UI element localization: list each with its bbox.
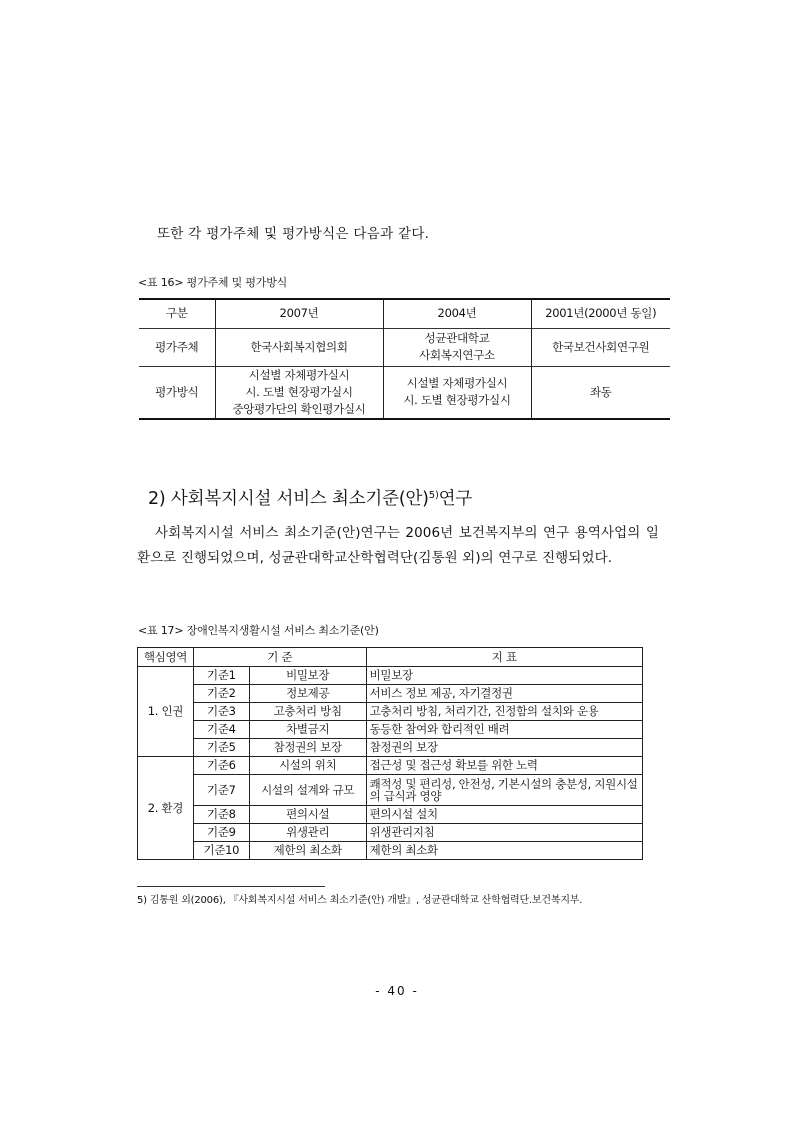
name-cell: 비밀보장 — [249, 667, 366, 685]
header-2004: 2004년 — [383, 299, 531, 328]
standards-table — [137, 647, 643, 860]
name-cell: 시설의 설계와 규모 — [249, 775, 366, 806]
cell-2001: 한국보건사회연구원 — [531, 328, 670, 366]
indicator-cell: 접근성 및 접근성 확보를 위한 노력 — [366, 757, 642, 775]
name-cell: 정보제공 — [249, 685, 366, 703]
code-cell: 기준2 — [193, 685, 249, 703]
code-cell: 기준10 — [193, 842, 249, 860]
name-cell: 편의시설 — [249, 806, 366, 824]
row-label: 평가방식 — [139, 366, 215, 419]
cell-line: 시설별 자체평가실시 — [406, 376, 508, 391]
cell-line: 시설별 자체평가실시 — [248, 367, 350, 382]
header-area: 핵심영역 — [138, 648, 194, 667]
cell-line: 성균관대학교 — [424, 331, 490, 345]
area-cell: 2. 환경 — [138, 757, 194, 860]
section-paragraph — [137, 521, 659, 570]
cell-2004 — [383, 328, 531, 366]
indicator-cell: 참정권의 보장 — [366, 739, 642, 757]
name-cell: 고충처리 방침 — [249, 703, 366, 721]
table-row — [138, 775, 643, 806]
intro-text: 또한 각 평가주체 및 평가방식은 다음과 같다. — [157, 226, 430, 242]
table-row — [138, 842, 643, 860]
table-row — [138, 667, 643, 685]
code-cell: 기준5 — [193, 739, 249, 757]
table-header-row — [138, 648, 643, 667]
indicator-cell: 쾌적성 및 편리성, 안전성, 기본시설의 충분성, 지원시설의 급식과 영양 — [366, 775, 642, 806]
footnote-divider — [137, 886, 325, 887]
name-cell: 제한의 최소화 — [249, 842, 366, 860]
footnote-ref: 5) — [428, 490, 439, 501]
code-cell: 기준9 — [193, 824, 249, 842]
row-label: 평가주체 — [139, 328, 215, 366]
code-cell: 기준8 — [193, 806, 249, 824]
code-cell: 기준6 — [193, 757, 249, 775]
table-row — [139, 328, 670, 366]
table-header-row — [139, 299, 670, 328]
cell-line: 사회복지연구소 — [419, 348, 495, 362]
header-2001: 2001년(2000년 동일) — [531, 299, 670, 328]
section-title-suffix: 연구 — [438, 489, 473, 509]
indicator-cell: 서비스 정보 제공, 자기결정권 — [366, 685, 642, 703]
indicator-cell: 고충처리 방침, 처리기간, 진정함의 설치와 운용 — [366, 703, 642, 721]
indicator-cell: 비밀보장 — [366, 667, 642, 685]
table-row — [138, 685, 643, 703]
page-number: - 40 - — [375, 984, 419, 998]
table-row — [138, 806, 643, 824]
table-row — [138, 824, 643, 842]
cell-2007 — [215, 366, 383, 419]
footnote: 5) 김통원 외(2006), 『사회복지시설 서비스 최소기준(안) 개발』, 성균관대학교 산학협력단.보건복지부. — [137, 895, 583, 906]
cell-2007: 한국사회복지협의회 — [215, 328, 383, 366]
name-cell: 차별금지 — [249, 721, 366, 739]
table-row — [138, 739, 643, 757]
header-2007: 2007년 — [215, 299, 383, 328]
name-cell: 위생관리 — [249, 824, 366, 842]
header-standard: 기 준 — [193, 648, 366, 667]
section-title-text: 2) 사회복지시설 서비스 최소기준(안) — [148, 489, 429, 509]
table-16-caption: <표 16> 평가주체 및 평가방식 — [138, 276, 288, 289]
indicator-cell: 편의시설 설치 — [366, 806, 642, 824]
indicator-cell: 동등한 참여와 합리적인 배려 — [366, 721, 642, 739]
name-cell: 시설의 위치 — [249, 757, 366, 775]
code-cell: 기준1 — [193, 667, 249, 685]
table-row — [138, 721, 643, 739]
name-cell: 참정권의 보장 — [249, 739, 366, 757]
code-cell: 기준4 — [193, 721, 249, 739]
table-row — [138, 757, 643, 775]
header-category: 구분 — [139, 299, 215, 328]
area-cell: 1. 인권 — [138, 667, 194, 757]
paragraph-text: 사회복지시설 서비스 최소기준(안)연구는 2006년 보건복지부의 연구 용역사업의 일환으로 진행되었으며, 성균관대학교산학협력단(김통원 외)의 연구로 진행되었다. — [137, 525, 659, 566]
indicator-cell: 제한의 최소화 — [366, 842, 642, 860]
cell-line: 중앙평가단의 확인평가실시 — [232, 401, 366, 416]
table-row — [139, 366, 670, 419]
code-cell: 기준7 — [193, 775, 249, 806]
indicator-cell: 위생관리지침 — [366, 824, 642, 842]
cell-line: 시. 도별 현장평가실시 — [245, 384, 353, 399]
cell-2001: 좌동 — [531, 366, 670, 419]
code-cell: 기준3 — [193, 703, 249, 721]
cell-2004 — [383, 366, 531, 419]
evaluation-table — [139, 298, 670, 420]
table-row — [138, 703, 643, 721]
header-indicator: 지 표 — [366, 648, 642, 667]
table-17-caption: <표 17> 장애인복지생활시설 서비스 최소기준(안) — [138, 624, 379, 637]
section-title — [148, 485, 472, 510]
cell-line: 시. 도별 현장평가실시 — [403, 393, 511, 408]
